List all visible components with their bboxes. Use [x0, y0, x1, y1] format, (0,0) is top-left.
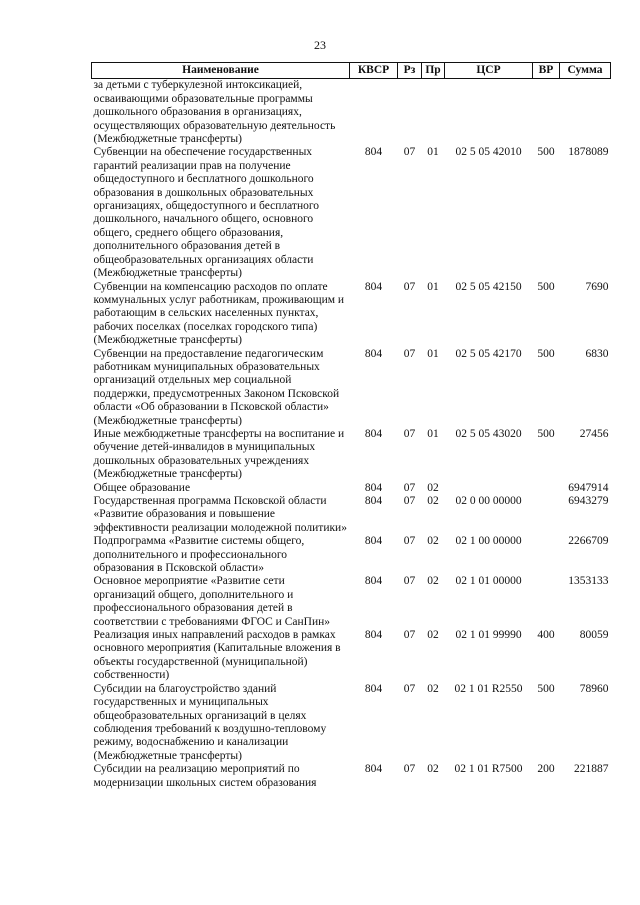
cell-sum: 27456: [579, 427, 609, 440]
cell-csr: 02 1 01 00000: [455, 575, 522, 588]
cell-name: Общее образование: [93, 481, 191, 494]
cell-sum: 1878089: [568, 146, 609, 159]
table-row: [92, 763, 611, 790]
cell-csr: 02 1 00 00000: [455, 535, 522, 548]
cell-pr: [422, 79, 445, 147]
cell-csr: [445, 482, 533, 495]
cell-sum: 1353133: [568, 575, 609, 588]
cell-pr: 01: [427, 427, 439, 440]
cell-vr: 500: [537, 280, 555, 293]
table-row: [92, 348, 611, 428]
table-row: [92, 535, 611, 575]
cell-kvsr: 804: [364, 763, 383, 776]
cell-vr: [533, 495, 560, 535]
cell-name: Субвенции на компенсацию расходов по оплате коммунальных услуг работникам, проживающим и работающим в сельских населенных пунктах, рабочих поселках (поселках городского типа) (Межбюджетные трансферты): [93, 280, 345, 347]
cell-rz: [398, 79, 422, 147]
cell-rz: 07: [403, 535, 416, 548]
table-row: [92, 683, 611, 763]
cell-kvsr: [350, 79, 398, 147]
cell-kvsr: 804: [364, 347, 383, 360]
cell-kvsr: 804: [364, 535, 383, 548]
cell-pr: 02: [427, 535, 439, 548]
cell-rz: 07: [403, 427, 416, 440]
cell-pr: 02: [427, 629, 439, 642]
cell-csr: [445, 79, 533, 147]
cell-vr: [533, 482, 560, 495]
cell-rz: 07: [403, 629, 416, 642]
cell-name: Субвенции на предоставление педагогическим работникам муниципальных образовательных организаций отдельных мер социальной поддержки, предусмотренных Законом Псковской области «Об образовании в Псковской области» (Межбюджетные трансферты): [93, 347, 340, 427]
cell-kvsr: 804: [364, 427, 383, 440]
cell-sum: 221887: [574, 763, 609, 776]
cell-csr: 02 5 05 42010: [455, 146, 522, 159]
table-row: [92, 629, 611, 683]
page-number: 23: [314, 38, 326, 52]
cell-rz: 07: [403, 575, 416, 588]
cell-name: Субсидии на реализацию мероприятий по модернизации школьных систем образования: [93, 763, 317, 789]
cell-rz: 07: [403, 347, 416, 360]
cell-kvsr: 804: [364, 682, 383, 695]
cell-vr: 200: [537, 763, 555, 776]
cell-name: Основное мероприятие «Развитие сети организаций общего, дополнительного и профессионального образования детей в соответствии с требованиями ФГОС и СанПин»: [93, 575, 331, 628]
cell-vr: 500: [537, 146, 555, 159]
table-row: [92, 79, 611, 147]
cell-pr: 02: [427, 481, 439, 494]
cell-csr: 02 5 05 43020: [455, 427, 522, 440]
cell-rz: 07: [403, 481, 416, 494]
cell-sum: 2266709: [568, 535, 609, 548]
cell-kvsr: 804: [364, 575, 383, 588]
cell-name: Иные межбюджетные трансферты на воспитание и обучение детей-инвалидов в муниципальных дошкольных образовательных учреждениях (Межбюджетные трансферты): [93, 427, 345, 481]
cell-sum: 6830: [585, 347, 609, 360]
budget-table: [91, 62, 611, 790]
cell-pr: 02: [427, 495, 439, 507]
cell-sum: 6947914: [568, 481, 609, 494]
cell-pr: 01: [427, 146, 439, 159]
cell-kvsr: 804: [364, 481, 383, 494]
cell-name: Государственная программа Псковской области «Развитие образования и повышение эффективности реализации молодежной политики»: [93, 495, 347, 534]
cell-csr: 02 1 01 R2550: [454, 682, 523, 695]
cell-csr: 02 0 00 00000: [455, 495, 522, 507]
header-name: Наименование: [92, 63, 350, 79]
table-header: [92, 63, 611, 79]
cell-name: Субвенции на обеспечение государственных гарантий реализации прав на получение общедоступного и бесплатного дошкольного образования в дошкольных образовательных организациях, общедоступного и бесплатного дошкольного, начального общего, основного общего, среднего общего образования, дополнительного образования детей в общеобразовательных организациях области (Межбюджетные трансферты): [93, 146, 320, 280]
header-kvsr: КВСР: [350, 63, 398, 79]
table-row: [92, 281, 611, 348]
cell-name: Субсидии на благоустройство зданий государственных и муниципальных общеобразовательных организаций в целях соблюдения требований к воздушно-тепловому режиму, водоснабжению и канализации (Межбюджетные трансферты): [93, 682, 327, 762]
cell-csr: 02 1 01 99990: [455, 629, 522, 642]
cell-sum: 6943279: [568, 495, 609, 507]
cell-vr: [533, 575, 560, 629]
cell-rz: 07: [403, 146, 416, 159]
table-body: [92, 79, 611, 790]
cell-csr: 02 1 01 R7500: [454, 763, 523, 776]
table-row: [92, 495, 611, 535]
cell-kvsr: 804: [364, 146, 383, 159]
cell-kvsr: 804: [364, 495, 383, 507]
table-row: [92, 482, 611, 495]
table-row: [92, 575, 611, 629]
header-vr: ВР: [533, 63, 560, 79]
cell-pr: 02: [427, 763, 439, 776]
header-csr: ЦСР: [445, 63, 533, 79]
cell-vr: 500: [537, 427, 555, 440]
cell-csr: 02 5 05 42150: [455, 280, 522, 293]
cell-pr: 02: [427, 682, 439, 695]
table-row: [92, 146, 611, 280]
cell-rz: 07: [403, 763, 416, 776]
cell-sum: [560, 79, 611, 147]
cell-vr: 500: [537, 682, 555, 695]
cell-rz: 07: [403, 682, 416, 695]
cell-csr: 02 5 05 42170: [455, 347, 522, 360]
cell-rz: 07: [403, 280, 416, 293]
cell-pr: 02: [427, 575, 439, 588]
cell-name: Подпрограмма «Развитие системы общего, дополнительного и профессионального образования в Псковской области»: [93, 535, 305, 575]
header-rz: Рз: [398, 63, 422, 79]
cell-pr: 01: [427, 347, 439, 360]
cell-kvsr: 804: [364, 629, 383, 642]
cell-pr: 01: [427, 280, 439, 293]
header-sum: Сумма: [560, 63, 611, 79]
cell-name: Реализация иных направлений расходов в рамках основного мероприятия (Капитальные вложения в объекты государственной (муниципальной) собственности): [93, 629, 341, 682]
cell-sum: 7690: [585, 280, 609, 293]
table-row: [92, 428, 611, 482]
cell-rz: 07: [403, 495, 416, 507]
cell-name: за детьми с туберкулезной интоксикацией, осваивающими образовательные программы дошкольного образования в организациях, осуществляющих образовательную деятельность (Межбюджетные трансферты): [93, 79, 336, 146]
cell-vr: [533, 535, 560, 575]
cell-vr: 500: [537, 347, 555, 360]
cell-kvsr: 804: [364, 280, 383, 293]
cell-sum: 80059: [579, 629, 609, 642]
cell-vr: 400: [537, 629, 555, 642]
cell-sum: 78960: [579, 682, 609, 695]
cell-vr: [533, 79, 560, 147]
header-pr: Пр: [422, 63, 445, 79]
